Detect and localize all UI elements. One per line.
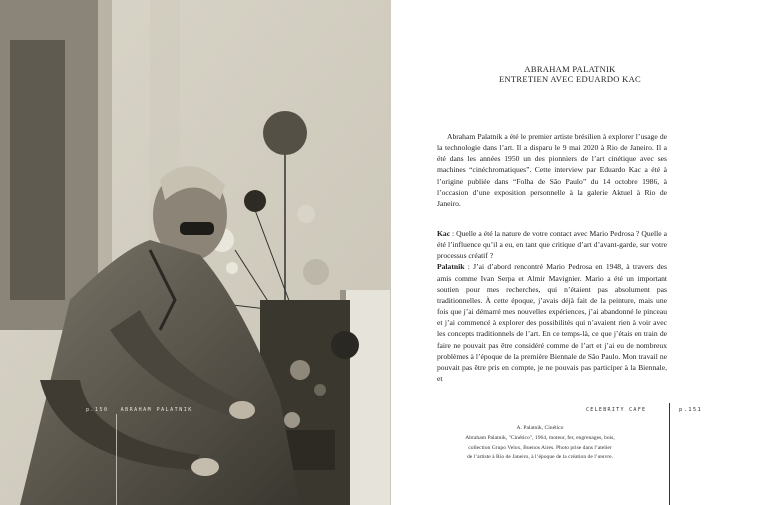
title-line-2: ENTRETIEN AVEC EDUARDO KAC bbox=[499, 74, 641, 84]
answer-speaker: Palatnik bbox=[437, 262, 465, 272]
question-paragraph bbox=[437, 228, 667, 261]
left-running-head bbox=[86, 407, 193, 413]
title-line-1: ABRAHAM PALATNIK bbox=[524, 64, 616, 74]
left-page-number: p.150 bbox=[86, 407, 109, 413]
caption-line: de l’artiste à Rio de Janeiro, à l’époque de la création de l’œuvre. bbox=[467, 454, 613, 461]
article-title bbox=[440, 64, 700, 84]
question-text: : Quelle a été la nature de votre contact avec Mario Pedrosa ? Quelle a été l’influence qu’il a eu, en tant que critique d’art d’avant-garde, sur votre processus créatif ? bbox=[437, 229, 667, 261]
caption-title: A. Palatnik, Cinético bbox=[516, 425, 564, 431]
right-page-number: p.151 bbox=[679, 407, 703, 413]
photo-caption bbox=[420, 424, 660, 463]
question-speaker: Kac bbox=[437, 229, 451, 238]
interview-text bbox=[437, 228, 667, 384]
intro-paragraph: Abraham Palatnik a été le premier artiste brésilien à explorer l’usage de la technologie dans l’art. Il a disparu le 9 mai 2020 à Rio de Janeiro. Il a été dans les années 1950 un des pionniers de l’art cinétique avec ses machines “cinéchromatiques”. Cette interview par Eduardo Kac a été à l’origine publiée dans “Folha de São Paulo” du 14 octobre 1986, à l’occasion d’une exposition personnelle à la galerie Aktuel à Rio de Janeiro. bbox=[437, 132, 667, 208]
right-running-head: CELEBRITY CAFE bbox=[586, 407, 647, 413]
answer-text: : J’ai d’abord rencontré Mario Pedrosa en 1948, à travers des amis comme Ivan Serpa et Almir Mavignier. Mario a été un important soutien pour mes recherches, qui n’étaient pas absolument pas traditionnelles. À cette époque, j’avais déjà fait de la peinture, mais une fois que j’ai démarré mes nouvelles expériences, j’ai abandonné le pinceau et j’ai commencé à explorer des possibilités qui n’avaient rien à voir avec les concepts traditionnels de l’art. En ce temps-là, ce que j’étais en train de faire ne pouvait pas être considéré comme de l’art et j’ai eu de nombreux problèmes à l’époque de la première Biennale de São Paulo. Mon travail ne pouvait pas être pris en compte, je ne pouvais pas participer à la Biennale, et bbox=[437, 262, 667, 384]
left-vertical-rule bbox=[116, 414, 117, 505]
caption-line: Abraham Palatnik, "Cinético", 1964, moteur, fer, engrenages, bois, bbox=[465, 434, 615, 441]
answer-paragraph bbox=[437, 261, 667, 384]
right-vertical-rule bbox=[669, 403, 670, 505]
left-running-title: ABRAHAM PALATNIK bbox=[120, 407, 193, 413]
caption-line: collection Grupo Velox, Buenos Aires. Photo prise dans l’atelier bbox=[468, 444, 612, 451]
